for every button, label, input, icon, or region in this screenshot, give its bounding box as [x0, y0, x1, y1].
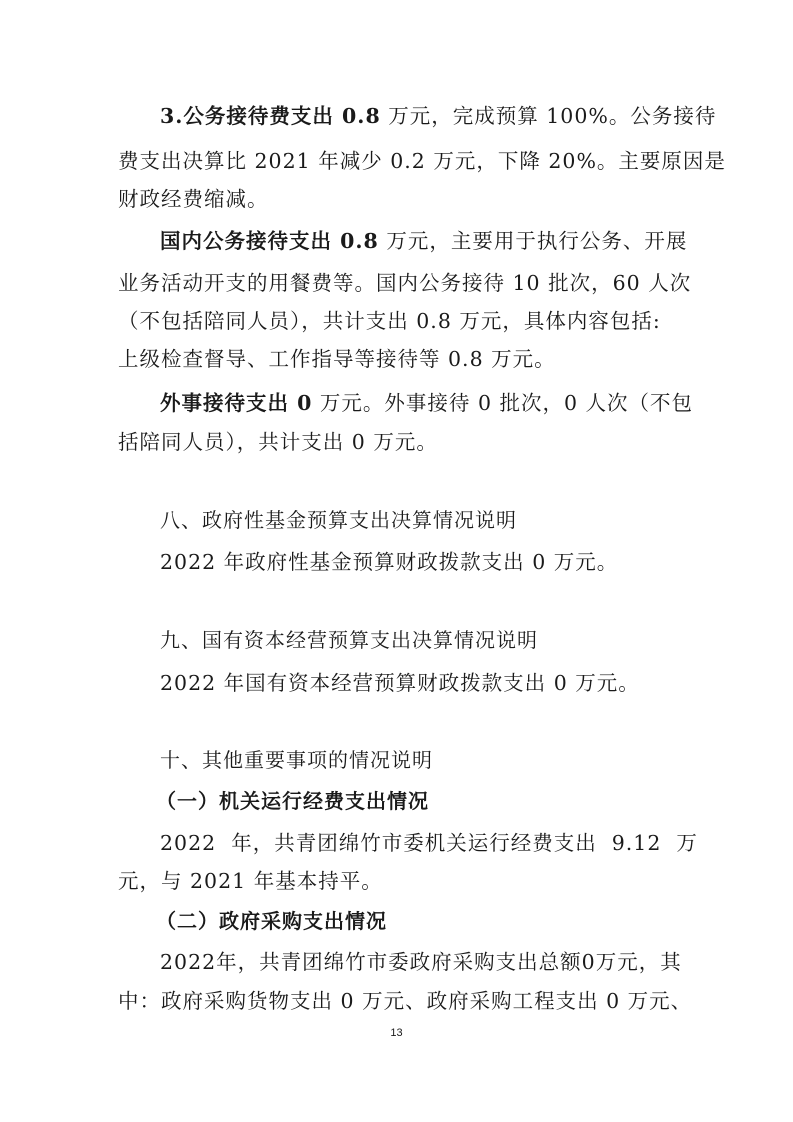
domestic-para-line3: （不包括陪同人员），共计支出 0.8 万元，具体内容包括: — [118, 309, 661, 333]
domestic-para-line2: 业务活动开支的用餐费等。国内公务接待 10 批次，60 人次 — [118, 271, 692, 295]
reception-line1-text: 万元，完成预算 100%。公务接待 — [380, 104, 717, 128]
section10-sub2-line1: 2022年，共青团绵竹市委政府采购支出总额0万元，其 — [160, 950, 682, 974]
reception-para-line1 — [160, 106, 716, 127]
foreign-para-line1 — [160, 393, 693, 414]
page-number: 13 — [390, 1027, 403, 1039]
reception-para-line3: 财政经费缩减。 — [118, 187, 269, 211]
section10-sub1-title: （一）机关运行经费支出情况 — [156, 789, 429, 813]
section8-body: 2022 年政府性基金预算财政拨款支出 0 万元。 — [160, 550, 619, 574]
domestic-para-line4: 上级检查督导、工作指导等接待等 0.8 万元。 — [118, 347, 556, 371]
section10-sub1-line1: 2022 年，共青团绵竹市委机关运行经费支出 9.12 万 — [160, 831, 698, 855]
domestic-para-line1 — [160, 231, 687, 252]
domestic-line1-text: 万元，主要用于执行公务、开展 — [378, 229, 688, 253]
foreign-bold-lead: 外事接待支出 0 — [160, 391, 313, 415]
section10-sub2-line2: 中：政府采购货物支出 0 万元、政府采购工程支出 0 万元、 — [118, 989, 693, 1013]
section9-heading: 九、国有资本经营预算支出决算情况说明 — [160, 628, 538, 652]
reception-para-line2: 费支出决算比 2021 年减少 0.2 万元，下降 20%。主要原因是 — [118, 149, 726, 173]
section10-sub1-line2: 元，与 2021 年基本持平。 — [118, 869, 383, 893]
domestic-bold-lead: 国内公务接待支出 0.8 — [160, 229, 379, 253]
section8-heading: 八、政府性基金预算支出决算情况说明 — [160, 508, 517, 532]
section10-heading: 十、其他重要事项的情况说明 — [160, 748, 433, 772]
foreign-line1-text: 万元。外事接待 0 批次，0 人次（不包 — [312, 391, 694, 415]
section9-body: 2022 年国有资本经营预算财政拨款支出 0 万元。 — [160, 671, 640, 695]
section10-sub2-title: （二）政府采购支出情况 — [156, 909, 387, 933]
foreign-para-line2: 括陪同人员），共计支出 0 万元。 — [118, 430, 438, 454]
reception-bold-lead: 3.公务接待费支出 0.8 — [160, 104, 381, 128]
